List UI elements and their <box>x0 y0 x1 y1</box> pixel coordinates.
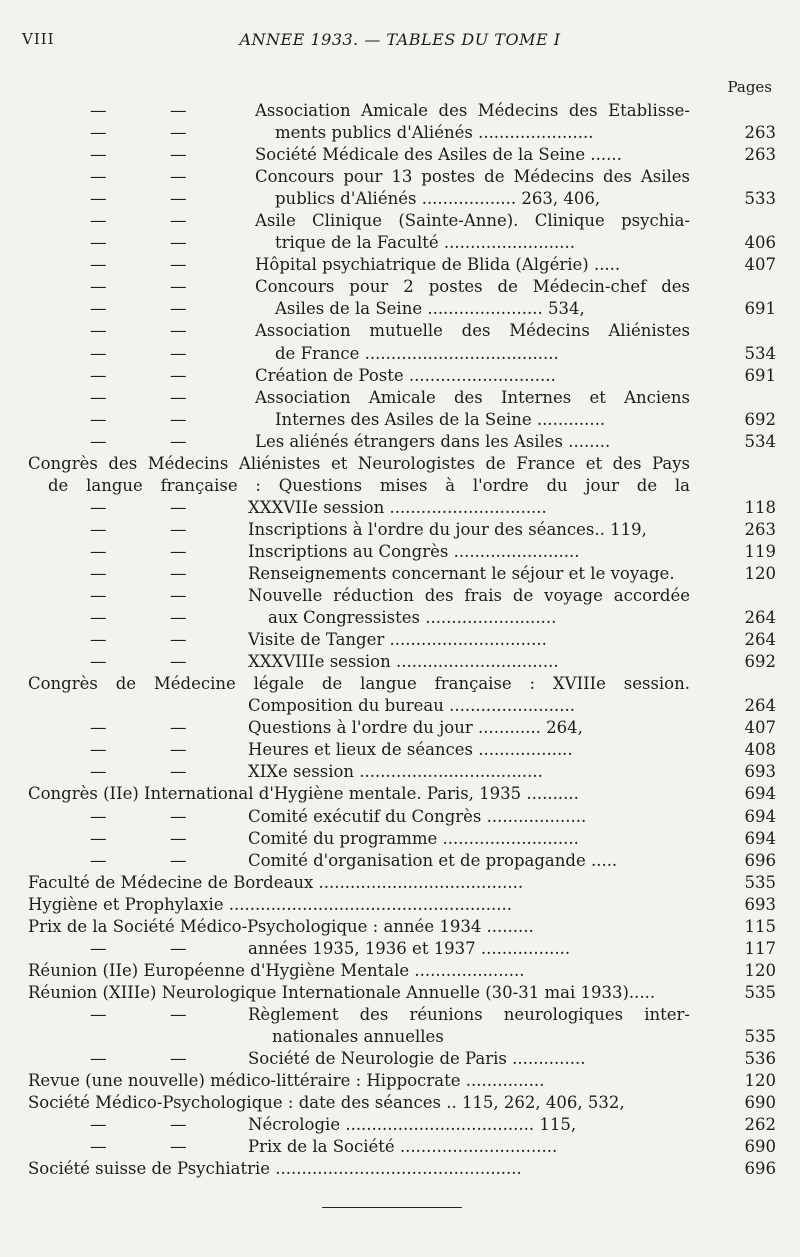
ditto-dash: — <box>90 277 107 297</box>
page-number: 693 <box>744 894 776 914</box>
ditto-dash: — <box>90 255 107 275</box>
index-line <box>0 1092 800 1114</box>
page-number: 534 <box>744 431 776 451</box>
ditto-dash: — <box>170 740 187 760</box>
ditto-dash: — <box>90 938 107 958</box>
index-line <box>0 761 800 783</box>
index-line <box>0 210 800 232</box>
page-number: 694 <box>744 806 776 826</box>
index-line <box>0 673 800 695</box>
entry-text: Nécrologie .................................... 115, <box>248 1115 577 1135</box>
ditto-dash: — <box>170 586 187 606</box>
ditto-dash: — <box>170 762 187 782</box>
ditto-dash: — <box>90 563 107 583</box>
entry-text: Faculté de Médecine de Bordeaux ....................................... <box>28 872 524 892</box>
ditto-dash: — <box>170 167 187 187</box>
ditto-dash: — <box>170 123 187 143</box>
entry-text: publics d'Aliénés .................. 263, 406, <box>275 189 601 209</box>
ditto-dash: — <box>170 806 187 826</box>
ditto-dash: — <box>90 299 107 319</box>
page-number: 691 <box>744 299 776 319</box>
entry-text: Asiles de la Seine ...................... 534, <box>275 299 585 319</box>
index-line <box>0 232 800 254</box>
ditto-dash: — <box>90 630 107 650</box>
index-line <box>0 276 800 298</box>
ditto-dash: — <box>90 718 107 738</box>
ditto-dash: — <box>90 850 107 870</box>
page-number: 690 <box>744 1137 776 1157</box>
entry-text: Réunion (IIe) Européenne d'Hygiène Mentale ..................... <box>28 960 525 980</box>
ditto-dash: — <box>90 541 107 561</box>
page-number: 264 <box>744 608 776 628</box>
ditto-dash: — <box>90 167 107 187</box>
index-line <box>0 1070 800 1092</box>
ditto-dash: — <box>90 321 107 341</box>
entry-text: XXXVIIIe session ............................... <box>248 652 559 672</box>
ditto-dash: — <box>90 387 107 407</box>
page-number: 694 <box>744 828 776 848</box>
ditto-dash: — <box>170 1004 187 1024</box>
index-line <box>0 166 800 188</box>
ditto-dash: — <box>170 1115 187 1135</box>
index-line <box>0 387 800 409</box>
entry-text: Congrès de Médecine légale de langue française : XVIIIe session. <box>28 674 690 694</box>
index-line <box>0 585 800 607</box>
page-header <box>0 30 800 54</box>
entry-text: Création de Poste ............................ <box>255 365 556 385</box>
closing-rule <box>322 1207 462 1208</box>
ditto-dash: — <box>170 718 187 738</box>
entry-text: Revue (une nouvelle) médico-littéraire : Hippocrate ............... <box>28 1071 545 1091</box>
ditto-dash: — <box>170 431 187 451</box>
index-line <box>0 982 800 1004</box>
ditto-dash: — <box>170 145 187 165</box>
entry-text: Inscriptions au Congrès ........................ <box>248 541 580 561</box>
ditto-dash: — <box>170 211 187 231</box>
index-line <box>0 1158 800 1180</box>
ditto-dash: — <box>170 233 187 253</box>
entry-text: Société Médicale des Asiles de la Seine ...... <box>255 145 622 165</box>
ditto-dash: — <box>90 586 107 606</box>
index-line <box>0 607 800 629</box>
entry-text: Composition du bureau ........................ <box>248 696 576 716</box>
ditto-dash: — <box>170 321 187 341</box>
ditto-dash: — <box>170 387 187 407</box>
ditto-dash: — <box>90 608 107 628</box>
index-line <box>0 1026 800 1048</box>
entry-text: Hôpital psychiatrique de Blida (Algérie) ..... <box>255 255 621 275</box>
ditto-dash: — <box>170 299 187 319</box>
ditto-dash: — <box>90 343 107 363</box>
ditto-dash: — <box>170 519 187 539</box>
index-line <box>0 872 800 894</box>
index-line <box>0 453 800 475</box>
ditto-dash: — <box>90 1115 107 1135</box>
page-number: 696 <box>744 1159 776 1179</box>
index-line <box>0 828 800 850</box>
page-number: 120 <box>744 563 776 583</box>
ditto-dash: — <box>170 563 187 583</box>
page-number: 690 <box>744 1093 776 1113</box>
ditto-dash: — <box>170 277 187 297</box>
ditto-dash: — <box>90 828 107 848</box>
entry-text: Société suisse de Psychiatrie ............................................... <box>28 1159 522 1179</box>
entry-text: Prix de la Société .............................. <box>248 1137 558 1157</box>
page-number: 115 <box>744 916 776 936</box>
page-number: 263 <box>744 145 776 165</box>
ditto-dash: — <box>170 828 187 848</box>
ditto-dash: — <box>170 541 187 561</box>
index-line <box>0 629 800 651</box>
ditto-dash: — <box>90 431 107 451</box>
page-number: 263 <box>744 123 776 143</box>
entry-text: Association mutuelle des Médecins Aliénistes <box>255 321 690 341</box>
ditto-dash: — <box>170 608 187 628</box>
index-line <box>0 938 800 960</box>
ditto-dash: — <box>170 652 187 672</box>
entry-text: Concours pour 13 postes de Médecins des Asiles <box>255 167 690 187</box>
entry-text: Visite de Tanger .............................. <box>248 630 547 650</box>
ditto-dash: — <box>170 938 187 958</box>
page-number: 692 <box>744 652 776 672</box>
entry-text: trique de la Faculté ......................... <box>275 233 575 253</box>
entry-text: Heures et lieux de séances .................. <box>248 740 573 760</box>
index-line <box>0 806 800 828</box>
page-number: 696 <box>744 850 776 870</box>
ditto-dash: — <box>170 255 187 275</box>
index-line <box>0 1136 800 1158</box>
ditto-dash: — <box>170 409 187 429</box>
entry-text: Inscriptions à l'ordre du jour des séances.. 119, <box>248 519 647 539</box>
index-line <box>0 1114 800 1136</box>
page-number: 407 <box>744 718 776 738</box>
entry-text: aux Congressistes ......................... <box>268 608 557 628</box>
page-number: 694 <box>744 784 776 804</box>
page-number: 120 <box>744 960 776 980</box>
index-line <box>0 783 800 805</box>
index-line <box>0 541 800 563</box>
ditto-dash: — <box>90 1004 107 1024</box>
ditto-dash: — <box>90 740 107 760</box>
ditto-dash: — <box>90 101 107 120</box>
index-line <box>0 960 800 982</box>
entry-text: Association Amicale des Internes et Anciens <box>255 387 690 407</box>
ditto-dash: — <box>170 850 187 870</box>
index-entries <box>0 100 800 1180</box>
page-number: 264 <box>744 696 776 716</box>
page-number: 407 <box>744 255 776 275</box>
entry-text: ments publics d'Aliénés ...................... <box>275 123 594 143</box>
entry-text: Congrès des Médecins Aliénistes et Neurologistes de France et des Pays <box>28 453 690 473</box>
entry-text: Concours pour 2 postes de Médecin-chef des <box>255 277 690 297</box>
index-line <box>0 320 800 342</box>
index-line <box>0 739 800 761</box>
ditto-dash: — <box>90 233 107 253</box>
index-line <box>0 409 800 431</box>
page-number: 120 <box>744 1071 776 1091</box>
ditto-dash: — <box>170 1137 187 1157</box>
entry-text: Congrès (IIe) International d'Hygiène mentale. Paris, 1935 .......... <box>28 784 579 804</box>
ditto-dash: — <box>90 145 107 165</box>
ditto-dash: — <box>90 189 107 209</box>
entry-text: Prix de la Société Médico-Psychologique : année 1934 ......... <box>28 916 534 936</box>
index-line <box>0 850 800 872</box>
page-number: 408 <box>744 740 776 760</box>
entry-text: Internes des Asiles de la Seine ............. <box>275 409 606 429</box>
page-number: 406 <box>744 233 776 253</box>
page-number: 535 <box>744 1026 776 1046</box>
page-number: 533 <box>744 189 776 209</box>
ditto-dash: — <box>90 806 107 826</box>
page-number: 693 <box>744 762 776 782</box>
ditto-dash: — <box>90 365 107 385</box>
ditto-dash: — <box>90 123 107 143</box>
page-number: 536 <box>744 1049 776 1069</box>
entry-text: Comité d'organisation et de propagande ..... <box>248 850 618 870</box>
entry-text: Hygiène et Prophylaxie ...................................................... <box>28 894 512 914</box>
entry-text: de France ..................................... <box>275 343 559 363</box>
index-line <box>0 651 800 673</box>
page-number: 118 <box>744 497 776 517</box>
entry-text: Les aliénés étrangers dans les Asiles ........ <box>255 431 611 451</box>
page-number: 691 <box>744 365 776 385</box>
entry-text: Comité du programme .......................... <box>248 828 579 848</box>
entry-text: Société Médico-Psychologique : date des séances .. 115, 262, 406, 532, <box>28 1093 625 1113</box>
ditto-dash: — <box>90 1137 107 1157</box>
ditto-dash: — <box>170 497 187 517</box>
index-line <box>0 894 800 916</box>
folio: VIII <box>22 30 55 48</box>
ditto-dash: — <box>170 1049 187 1069</box>
index-line <box>0 563 800 585</box>
entry-text: Société de Neurologie de Paris .............. <box>248 1049 586 1069</box>
index-line <box>0 188 800 210</box>
index-line <box>0 497 800 519</box>
index-line <box>0 1004 800 1026</box>
pages-column-label: Pages <box>727 78 772 96</box>
entry-text: Questions à l'ordre du jour ............ 264, <box>248 718 583 738</box>
entry-text: Nouvelle réduction des frais de voyage accordée <box>248 586 690 606</box>
entry-text: Comité exécutif du Congrès ................... <box>248 806 587 826</box>
index-line <box>0 122 800 144</box>
page-number: 535 <box>744 982 776 1002</box>
index-line <box>0 916 800 938</box>
entry-text: années 1935, 1936 et 1937 ................. <box>248 938 571 958</box>
ditto-dash: — <box>170 101 187 120</box>
page-number: 535 <box>744 872 776 892</box>
ditto-dash: — <box>170 189 187 209</box>
ditto-dash: — <box>170 630 187 650</box>
index-line <box>0 717 800 739</box>
index-line <box>0 695 800 717</box>
ditto-dash: — <box>170 343 187 363</box>
index-line <box>0 1048 800 1070</box>
index-line <box>0 100 800 122</box>
running-title: ANNEE 1933. — TABLES DU TOME I <box>239 30 561 49</box>
index-line <box>0 298 800 320</box>
page-number: 119 <box>744 541 776 561</box>
ditto-dash: — <box>90 409 107 429</box>
index-line <box>0 144 800 166</box>
index-line <box>0 475 800 497</box>
entry-text: nationales annuelles <box>272 1026 444 1046</box>
entry-text: XXXVIIe session .............................. <box>248 497 547 517</box>
index-line <box>0 343 800 365</box>
page-number: 263 <box>744 519 776 539</box>
page-number: 117 <box>744 938 776 958</box>
entry-text: XIXe session ................................... <box>248 762 543 782</box>
page-number: 692 <box>744 409 776 429</box>
index-line <box>0 431 800 453</box>
entry-text: Association Amicale des Médecins des Etablisse- <box>255 101 690 120</box>
entry-text: Asile Clinique (Sainte-Anne). Clinique psychia- <box>255 211 690 231</box>
ditto-dash: — <box>90 652 107 672</box>
ditto-dash: — <box>90 497 107 517</box>
entry-text: de langue française : Questions mises à l'ordre du jour de la <box>48 475 690 495</box>
ditto-dash: — <box>90 519 107 539</box>
entry-text: Réunion (XIIIe) Neurologique Internationale Annuelle (30-31 mai 1933)..... <box>28 982 656 1002</box>
index-line <box>0 519 800 541</box>
entry-text: Renseignements concernant le séjour et le voyage. <box>248 563 675 583</box>
page-number: 264 <box>744 630 776 650</box>
ditto-dash: — <box>90 762 107 782</box>
index-line <box>0 254 800 276</box>
ditto-dash: — <box>90 1049 107 1069</box>
ditto-dash: — <box>170 365 187 385</box>
page-number: 262 <box>744 1115 776 1135</box>
page-number: 534 <box>744 343 776 363</box>
ditto-dash: — <box>90 211 107 231</box>
entry-text: Règlement des réunions neurologiques inter- <box>248 1004 690 1024</box>
index-line <box>0 365 800 387</box>
